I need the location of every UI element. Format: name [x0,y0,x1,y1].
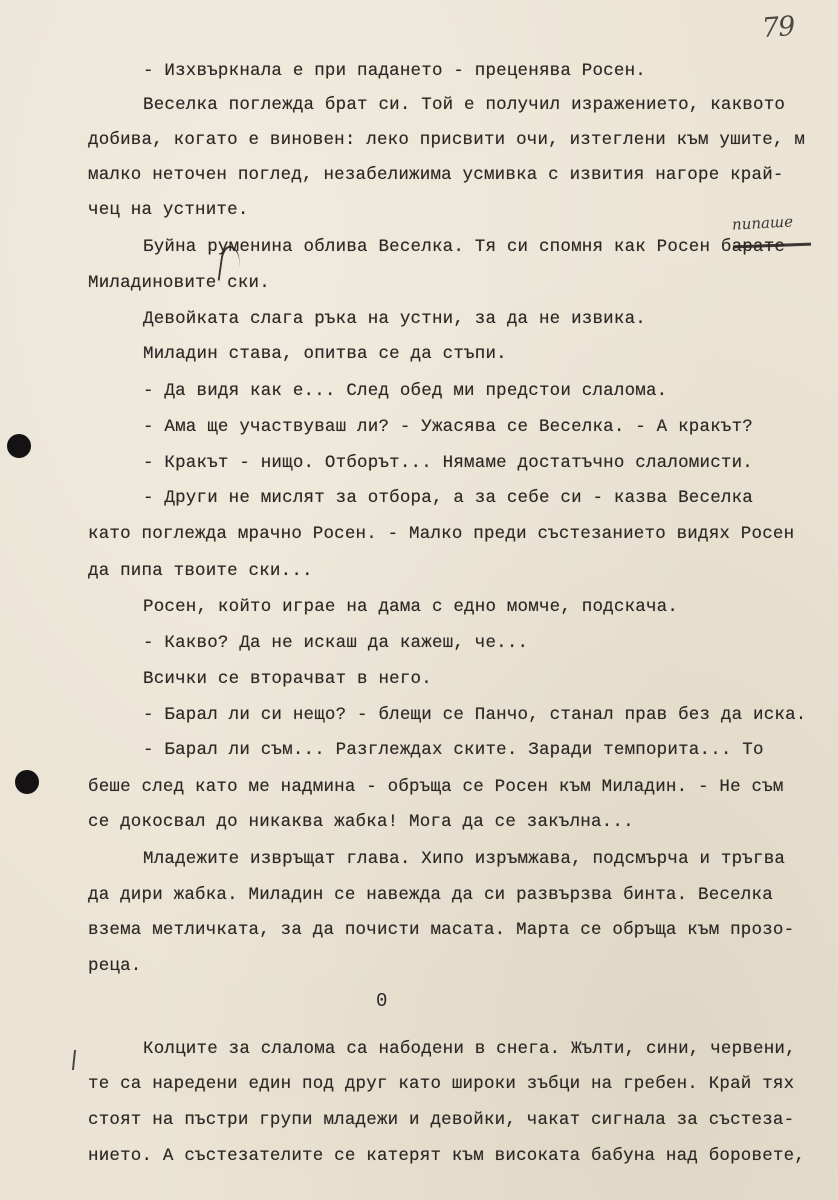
text-line: чец на устните. [88,200,249,220]
text-line: да дири жабка. Миладин се навежда да си развързва бинта. Веселка [88,885,773,905]
text-line: - Барал ли съм... Разглеждах ските. Заради темпорита... То [143,740,764,760]
text-line: - Да видя как е... След обед ми предстои слалома. [143,381,668,401]
text-line: Росен, който играе на дама с едно момче, подскача. [143,597,679,617]
text-line: - Какво? Да не искаш да кажеш, че... [143,633,529,653]
text-line: Девойката слага ръка на устни, за да не извика. [143,309,646,329]
text-line: Колците за слалома са набодени в снега. Жълти, сини, червени, [143,1039,796,1059]
text-line: реца. [88,956,142,976]
text-line: Веселка поглежда брат си. Той е получил изражението, каквото [143,95,786,115]
handwritten-correction: пипаше [731,212,794,234]
text-line: Миладин става, опитва се да стъпи. [143,344,507,364]
text-line: стоят на пъстри групи младежи и девойки, чакат сигнала за състеза- [88,1110,795,1130]
text-line: Миладиновите ски. [88,273,270,293]
text-line: да пипа твоите ски... [88,561,313,581]
text-line: беше след като ме надмина - обръща се Росен към Миладин. - Не съм [88,777,784,797]
text-line: добива, когато е виновен: леко присвити очи, изтеглени към ушите, м [88,130,806,150]
text-line: Всички се вторачват в него. [143,669,432,689]
section-marker: 0 [376,990,388,1012]
text-line: малко неточен поглед, незабелижима усмивка с извития нагоре край- [88,165,784,185]
text-line: като поглежда мрачно Росен. - Малко преди състезанието видях Росен [88,524,795,544]
text-line: - Кракът - нищо. Отборът... Нямаме достатъчно слаломисти. [143,453,753,473]
text-line: се докосвал до никаква жабка! Мога да се закълна... [88,812,634,832]
text-line: нието. А състезателите се катерят към високата бабуна над боровете, [88,1146,806,1166]
page-number: 79 [760,10,796,45]
text-line: взема метличката, за да почисти масата. Марта се обръща към прозо- [88,920,795,940]
text-line: Буйна руменина облива Веселка. Тя си спомня как Росен барате [143,237,786,257]
text-line: - Ама ще участвуваш ли? - Ужасява се Веселка. - А кракът? [143,417,753,437]
text-line: Младежите извръщат глава. Хипо изръмжава, подсмърча и тръгва [143,849,786,869]
text-line: - Други не мислят за отбора, а за себе си - казва Веселка [143,488,753,508]
text-line: - Барал ли си нещо? - блещи се Панчо, станал прав без да иска. [143,705,807,725]
text-line: те са наредени един под друг като широки зъбци на гребен. Край тях [88,1074,795,1094]
text-line: - Изхвъркнала е при падането - преценява Росен. [143,61,646,81]
